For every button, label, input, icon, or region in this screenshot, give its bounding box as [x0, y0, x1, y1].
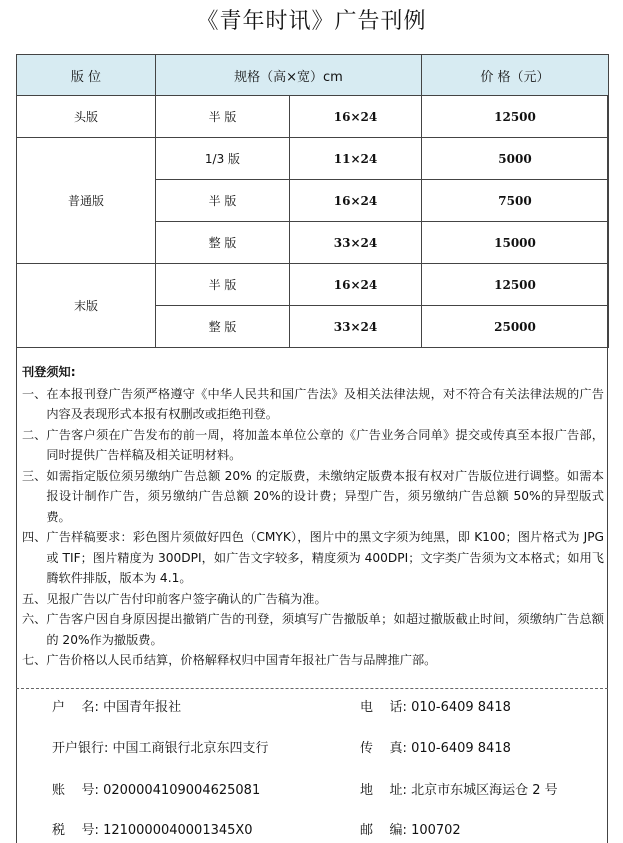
section-cell: 头版: [17, 96, 156, 138]
address-value: 北京市东城区海运仓 2 号: [411, 783, 558, 798]
size-cell: 半 版: [156, 96, 290, 138]
spec-cell: 33×24: [290, 306, 422, 348]
note-number: 五、: [22, 591, 47, 606]
size-cell: 整 版: [156, 222, 290, 264]
postcode-label: 邮 编:: [360, 823, 407, 838]
tax-value: 1210000040001345X0: [103, 823, 253, 838]
note-item: [22, 650, 604, 671]
header-spec: 规格（高×宽）cm: [156, 55, 422, 96]
price-cell: 5000: [422, 138, 609, 180]
fax-row: [360, 737, 511, 756]
account-number-row: [52, 779, 260, 798]
section-cell: 普通版: [17, 138, 156, 264]
note-number: 一、: [22, 386, 47, 401]
bank-label: 开户银行:: [52, 741, 109, 756]
postcode-value: 100702: [411, 823, 461, 838]
section-divider: [16, 688, 608, 689]
price-cell: 12500: [422, 96, 609, 138]
spec-cell: 16×24: [290, 264, 422, 306]
note-text: 广告客户须在广告发布的前一周，将加盖本单位公章的《广告业务合同单》提交或传真至本报广告部，同时提供广告样稿及相关证明材料。: [46, 427, 604, 462]
size-cell: 1/3 版: [156, 138, 290, 180]
note-item: [22, 527, 604, 589]
address-label: 地 址:: [360, 783, 407, 798]
spec-cell: 16×24: [290, 96, 422, 138]
price-cell: 15000: [422, 222, 609, 264]
table-row: [17, 264, 609, 306]
bank-row: [52, 737, 269, 756]
address-row: [360, 779, 558, 798]
note-text: 广告价格以人民币结算，价格解释权归中国青年报社广告与品牌推广部。: [46, 653, 437, 667]
note-number: 二、: [22, 427, 47, 442]
header-position: 版 位: [17, 55, 156, 96]
tax-row: [52, 819, 253, 838]
account-number-value: 0200004109004625081: [103, 783, 261, 798]
rate-table: [16, 54, 609, 348]
section-cell: 末版: [17, 264, 156, 348]
table-row: [17, 138, 609, 180]
bank-value: 中国工商银行北京东四支行: [112, 741, 269, 756]
note-item: [22, 589, 604, 610]
size-cell: 半 版: [156, 264, 290, 306]
account-number-label: 账 号:: [52, 783, 99, 798]
note-item: [22, 425, 604, 466]
size-cell: 整 版: [156, 306, 290, 348]
account-name-row: [52, 696, 181, 715]
note-item: [22, 384, 604, 425]
note-text: 广告客户因自身原因提出撤销广告的刊登，须填写广告撤版单；如超过撤版截止时间，须缴纳广告总额的 20%作为撤版费。: [46, 612, 604, 647]
table-row: [17, 96, 609, 138]
note-text: 广告样稿要求：彩色图片须做好四色（CMYK），图片中的黑文字须为纯黑，即 K100；图片格式为 JPG 或 TIF；图片精度为 300DPI，如广告文字较多，精度须为 400DPI；文字类广告须为文本格式；如用飞腾软件排版，版本为 4.1。: [46, 530, 604, 585]
tax-label: 税 号:: [52, 823, 99, 838]
note-text: 如需指定版位须另缴纳广告总额 20% 的定版费，未缴纳定版费本报有权对广告版位进行调整。如需本报设计制作广告，须另缴纳广告总额 20%的设计费；异型广告，须另缴纳广告总额 50%的异型版式费。: [46, 468, 604, 524]
account-name-value: 中国青年报社: [103, 700, 182, 715]
size-cell: 半 版: [156, 180, 290, 222]
spec-cell: 11×24: [290, 138, 422, 180]
phone-label: 电 话:: [360, 700, 407, 715]
price-cell: 7500: [422, 180, 609, 222]
postcode-row: [360, 819, 461, 838]
page-title: 《青年时讯》广告刊例: [196, 9, 427, 34]
price-cell: 25000: [422, 306, 609, 348]
spec-cell: 33×24: [290, 222, 422, 264]
phone-value: 010-6409 8418: [411, 700, 511, 715]
note-number: 三、: [22, 468, 47, 483]
note-number: 七、: [22, 653, 47, 667]
fax-value: 010-6409 8418: [411, 741, 511, 756]
publication-notes: [22, 362, 604, 671]
table-header-row: [17, 55, 609, 96]
note-text: 见报广告以广告付印前客户签字确认的广告稿为准。: [46, 591, 327, 606]
note-item: [22, 609, 604, 650]
header-price: 价 格（元）: [422, 55, 609, 96]
price-cell: 12500: [422, 264, 609, 306]
fax-label: 传 真:: [360, 741, 407, 756]
account-name-label: 户 名:: [52, 700, 99, 715]
notes-title: 刊登须知:: [22, 365, 76, 379]
note-text: 在本报刊登广告须严格遵守《中华人民共和国广告法》及相关法律法规，对不符合有关法律法规的广告内容及表现形式本报有权删改或拒绝刊登。: [46, 386, 604, 421]
note-item: [22, 466, 604, 528]
note-number: 四、: [22, 530, 47, 544]
phone-row: [360, 696, 511, 715]
spec-cell: 16×24: [290, 180, 422, 222]
note-number: 六、: [22, 612, 47, 626]
